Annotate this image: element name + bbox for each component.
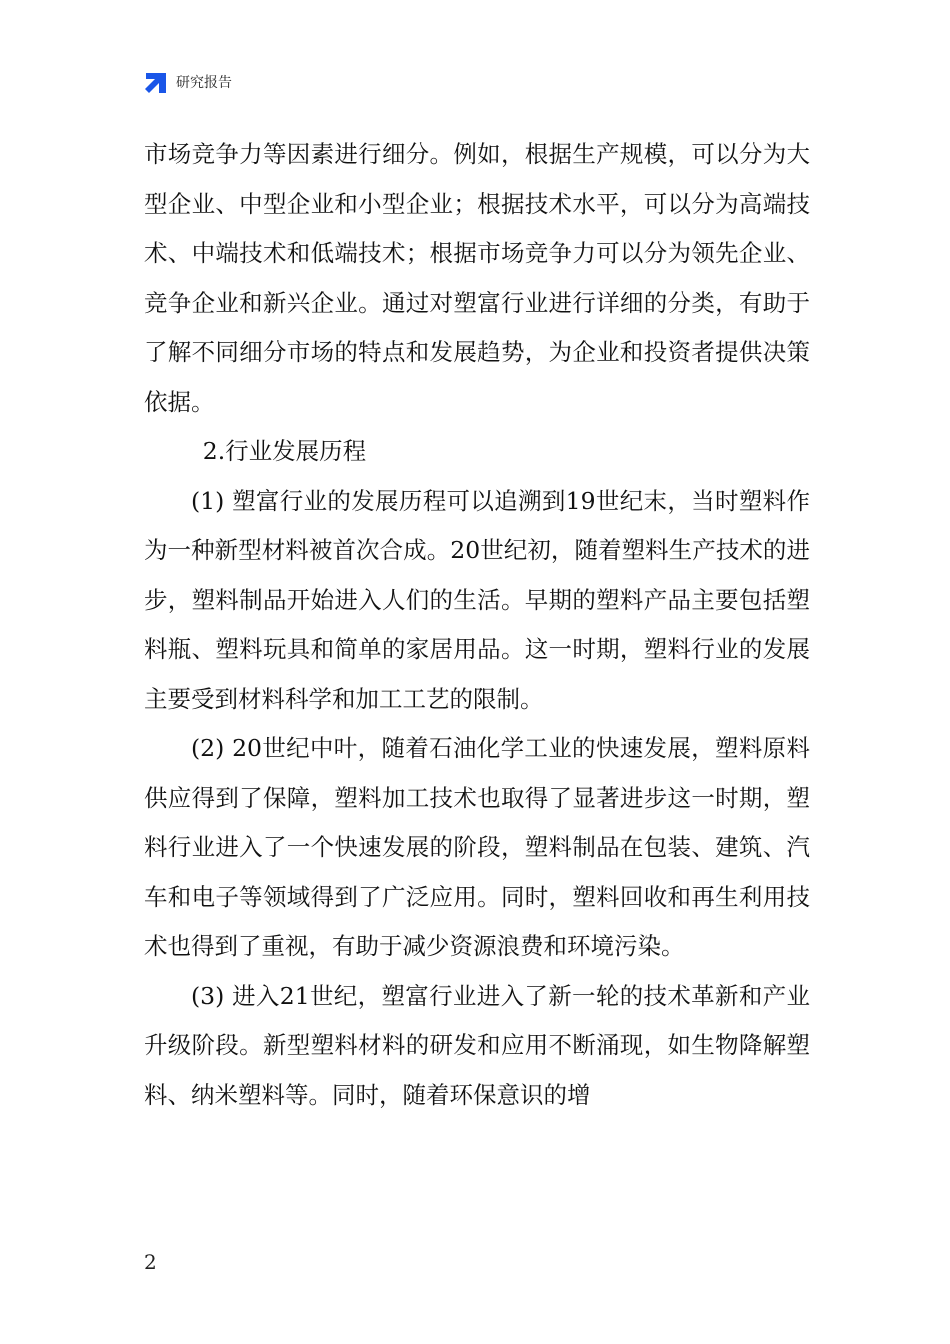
page-number: 2 xyxy=(144,1250,157,1274)
page-header xyxy=(144,70,232,96)
document-body xyxy=(144,130,810,1120)
report-label: 研究报告 xyxy=(176,75,232,91)
arrow-up-right-icon xyxy=(144,71,168,95)
paragraph-history-1: (1) 塑富行业的发展历程可以追溯到19世纪末，当时塑料作为一种新型材料被首次合成。20世纪初，随着塑料生产技术的进步，塑料制品开始进入人们的生活。早期的塑料产品主要包括塑料瓶、塑料玩具和简单的家居用品。这一时期，塑料行业的发展主要受到材料科学和加工工艺的限制。 xyxy=(144,486,810,713)
paragraph-segmentation: 市场竞争力等因素进行细分。例如，根据生产规模，可以分为大型企业、中型企业和小型企业；根据技术水平，可以分为高端技术、中端技术和低端技术；根据市场竞争力可以分为领先企业、竞争企业和新兴企业。通过对塑富行业进行详细的分类，有助于了解不同细分市场的特点和发展趋势，为企业和投资者提供决策依据。 xyxy=(144,140,810,416)
paragraph-history-3: (3) 进入21世纪，塑富行业进入了新一轮的技术革新和产业升级阶段。新型塑料材料的研发和应用不断涌现，如生物降解塑料、纳米塑料等。同时，随着环保意识的增 xyxy=(144,981,810,1109)
paragraph-history-2: (2) 20世纪中叶，随着石油化学工业的快速发展，塑料原料供应得到了保障，塑料加工技术也取得了显著进步这一时期，塑料行业进入了一个快速发展的阶段，塑料制品在包装、建筑、汽车和电子等领域得到了广泛应用。同时，塑料回收和再生利用技术也得到了重视，有助于减少资源浪费和环境污染。 xyxy=(144,734,810,960)
section-heading: 2.行业发展历程 xyxy=(202,437,367,465)
